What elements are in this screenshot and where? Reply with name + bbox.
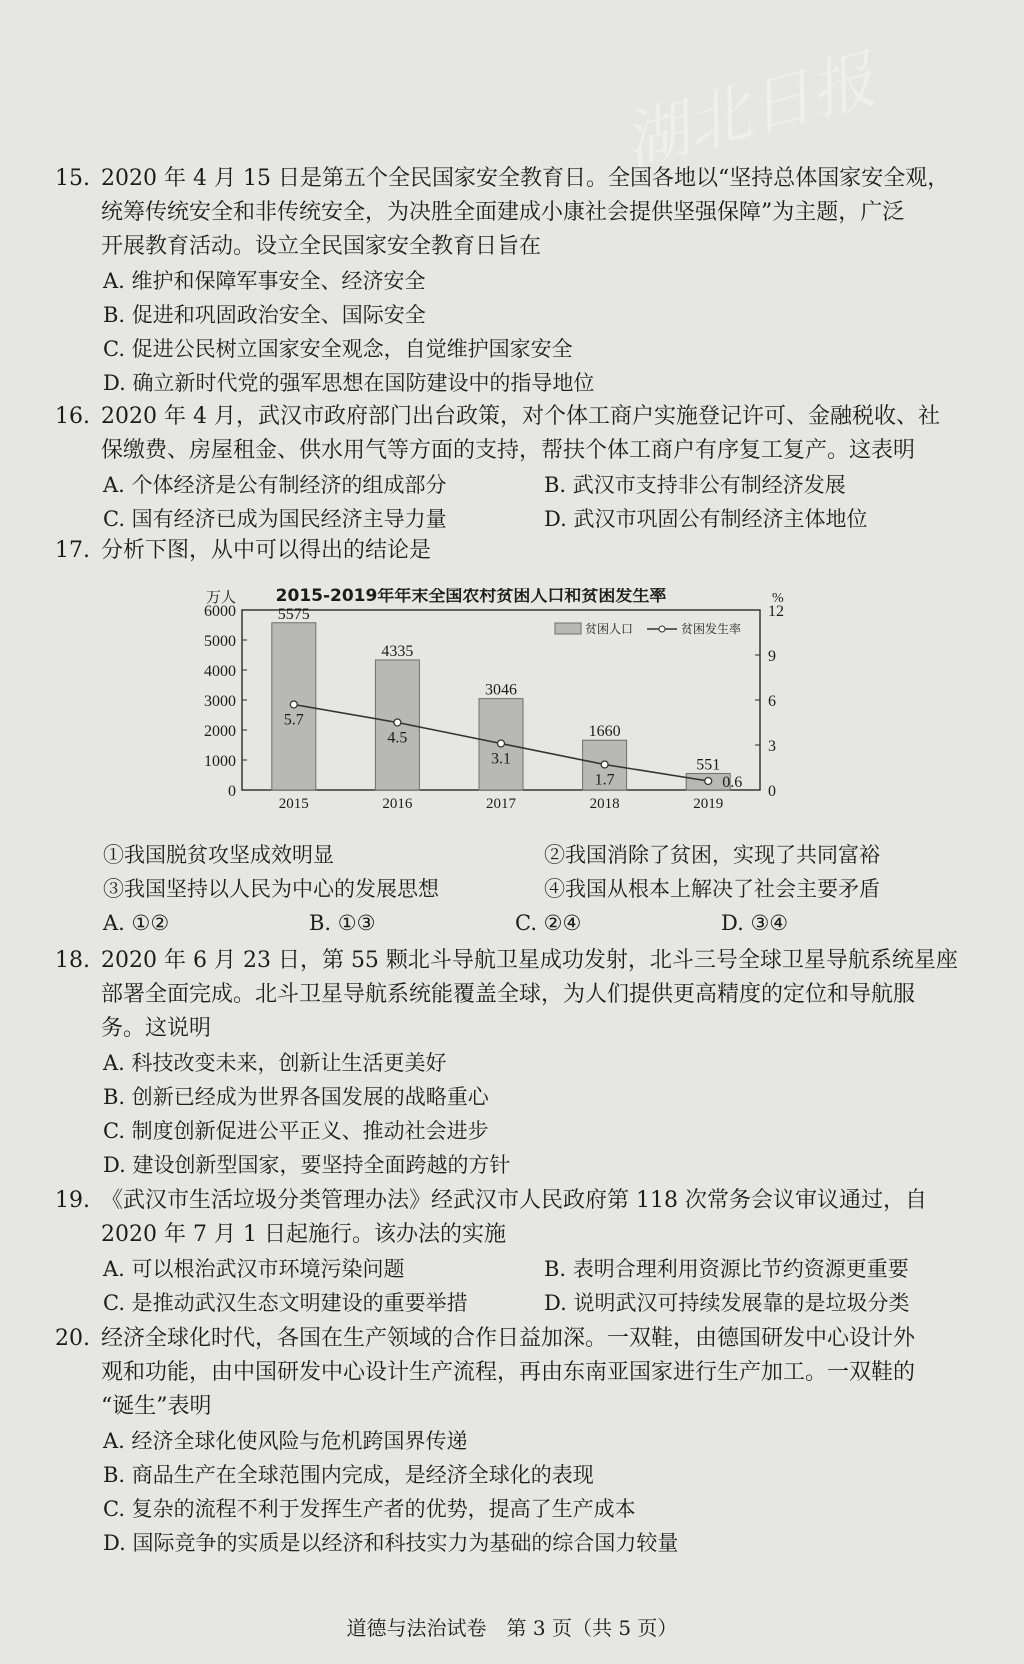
- page-footer: 道德与法治试卷 第 3 页（共 5 页）: [346, 1616, 678, 1640]
- statement-1: ①我国脱贫攻坚成效明显: [103, 843, 334, 867]
- option-c: C. 国有经济已成为国民经济主导力量: [103, 507, 447, 531]
- legend-line-marker: [659, 626, 665, 632]
- rate-value-label: 5.7: [283, 711, 304, 729]
- watermark: 湖北日报: [616, 42, 883, 181]
- question-stem: 观和功能，由中国研发中心设计生产流程，再由东南亚国家进行生产加工。一双鞋的: [101, 1360, 916, 1385]
- chart-title: 2015-2019年年末全国农村贫困人口和贫困发生率: [275, 588, 667, 606]
- option-a: A. 可以根治武汉市环境污染问题: [103, 1257, 405, 1281]
- y-left-tick-label: 1000: [204, 753, 236, 770]
- x-tick-label: 2015: [278, 796, 309, 812]
- rate-point: [394, 719, 401, 726]
- rate-value-label: 4.5: [387, 729, 408, 747]
- option-a: A. ①②: [103, 911, 170, 935]
- y-left-tick-label: 3000: [204, 693, 236, 710]
- question-stem: 部署全面完成。北斗卫星导航系统能覆盖全球，为人们提供更高精度的定位和导航服: [101, 982, 916, 1007]
- legend-line-label: 贫困发生率: [681, 622, 742, 636]
- rate-point: [601, 761, 608, 768]
- question-stem: “诞生”表明: [101, 1394, 212, 1419]
- rate-point: [705, 778, 712, 785]
- y-left-tick-label: 0: [228, 783, 236, 800]
- poverty-chart: [180, 588, 840, 838]
- option-c: C. 制度创新促进公平正义、推动社会进步: [103, 1119, 489, 1143]
- question-number: 19.: [55, 1188, 90, 1213]
- statement-3: ③我国坚持以人民为中心的发展思想: [103, 877, 439, 901]
- option-b: B. 创新已经成为世界各国发展的战略重心: [103, 1085, 489, 1109]
- question-stem: 《武汉市生活垃圾分类管理办法》经武汉市人民政府第 118 次常务会议审议通过，自: [101, 1188, 927, 1213]
- y-right-tick-label: 6: [768, 693, 776, 710]
- option-b: B. 促进和巩固政治安全、国际安全: [103, 303, 426, 327]
- y-right-tick-label: 3: [768, 738, 776, 755]
- option-b: B. 武汉市支持非公有制经济发展: [544, 473, 846, 497]
- x-tick-label: 2018: [589, 796, 620, 812]
- question-stem: 经济全球化时代，各国在生产领域的合作日益加深。一双鞋，由德国研发中心设计外: [101, 1326, 916, 1351]
- bar-value-label: 551: [696, 756, 721, 774]
- y-right-tick-label: 9: [768, 648, 776, 665]
- option-d: D. 武汉市巩固公有制经济主体地位: [544, 507, 868, 531]
- question-stem: 保缴费、房屋租金、供水用气等方面的支持，帮扶个体工商户有序复工复产。这表明: [101, 438, 916, 463]
- rate-value-label: 1.7: [594, 771, 615, 789]
- rate-value-label: 3.1: [491, 750, 511, 768]
- question-stem: 分析下图，从中可以得出的结论是: [101, 538, 432, 563]
- option-d: D. 国际竞争的实质是以经济和科技实力为基础的综合国力较量: [103, 1531, 679, 1555]
- question-stem: 统筹传统安全和非传统安全，为决胜全面建成小康社会提供坚强保障”为主题，广泛: [101, 200, 905, 225]
- question-stem: 2020 年 4 月，武汉市政府部门出台政策，对个体工商户实施登记许可、金融税收、社: [101, 404, 940, 429]
- question-stem: 2020 年 7 月 1 日起施行。该办法的实施: [101, 1222, 506, 1247]
- option-d: D. 确立新时代党的强军思想在国防建设中的指导地位: [103, 371, 595, 395]
- question-number: 18.: [55, 948, 90, 973]
- x-tick-label: 2019: [693, 796, 724, 812]
- y-right-unit-label: %: [772, 591, 784, 606]
- option-a: A. 经济全球化使风险与危机跨国界传递: [103, 1429, 468, 1453]
- option-d: D. 说明武汉可持续发展靠的是垃圾分类: [544, 1291, 910, 1315]
- legend-bar-label: 贫困人口: [585, 622, 634, 636]
- question-stem: 2020 年 6 月 23 日，第 55 颗北斗导航卫星成功发射，北斗三号全球卫星导航系统星座: [101, 948, 958, 973]
- question-stem: 开展教育活动。设立全民国家安全教育日旨在: [101, 234, 542, 259]
- question-stem: 务。这说明: [101, 1016, 212, 1041]
- option-b: B. 商品生产在全球范围内完成，是经济全球化的表现: [103, 1463, 594, 1487]
- y-left-tick-label: 4000: [204, 663, 236, 680]
- question-20: [55, 1322, 985, 1560]
- question-18: [55, 944, 985, 1182]
- y-right-tick-label: 0: [768, 783, 776, 800]
- question-number: 17.: [55, 538, 90, 563]
- statement-2: ②我国消除了贫困，实现了共同富裕: [544, 843, 880, 867]
- option-a: A. 科技改变未来，创新让生活更美好: [103, 1051, 447, 1075]
- legend-bar-swatch: [555, 623, 581, 634]
- question-16: [55, 400, 985, 536]
- option-d: D. 建设创新型国家，要坚持全面跨越的方针: [103, 1153, 511, 1177]
- bar-value-label: 1660: [588, 723, 621, 741]
- option-c: C. 是推动武汉生态文明建设的重要举措: [103, 1291, 468, 1315]
- question-number: 15.: [55, 166, 90, 191]
- question-19: [55, 1184, 985, 1320]
- question-15: [55, 162, 985, 400]
- x-tick-label: 2016: [382, 796, 413, 812]
- option-c: C. 复杂的流程不利于发挥生产者的优势，提高了生产成本: [103, 1497, 636, 1521]
- rate-value-label: 0.6: [722, 774, 743, 791]
- question-17-choices: [55, 838, 985, 940]
- y-left-tick-label: 6000: [204, 603, 236, 620]
- y-left-tick-label: 5000: [204, 633, 236, 650]
- question-stem: 2020 年 4 月 15 日是第五个全民国家安全教育日。全国各地以“坚持总体国家安全观，: [101, 166, 950, 191]
- rate-point: [290, 701, 297, 708]
- bar-value-label: 4335: [381, 642, 414, 660]
- option-a: A. 维护和保障军事安全、经济安全: [103, 269, 426, 293]
- y-right-tick-label: 12: [768, 603, 784, 620]
- option-a: A. 个体经济是公有制经济的组成部分: [103, 473, 447, 497]
- rate-point: [498, 740, 505, 747]
- option-c: C. ②④: [515, 911, 582, 935]
- option-d: D. ③④: [721, 911, 789, 935]
- question-number: 16.: [55, 404, 90, 429]
- y-left-unit-label: 万人: [206, 590, 237, 606]
- question-17: [55, 534, 985, 568]
- statement-4: ④我国从根本上解决了社会主要矛盾: [544, 877, 880, 901]
- bar-value-label: 3046: [485, 681, 517, 699]
- option-c: C. 促进公民树立国家安全观念，自觉维护国家安全: [103, 337, 573, 361]
- option-b: B. ①③: [309, 911, 376, 935]
- chart-svg: [180, 588, 840, 838]
- option-b: B. 表明合理利用资源比节约资源更重要: [544, 1257, 909, 1281]
- question-number: 20.: [55, 1326, 90, 1351]
- x-tick-label: 2017: [486, 796, 516, 812]
- y-left-tick-label: 2000: [204, 723, 236, 740]
- bar-value-label: 5575: [277, 605, 310, 623]
